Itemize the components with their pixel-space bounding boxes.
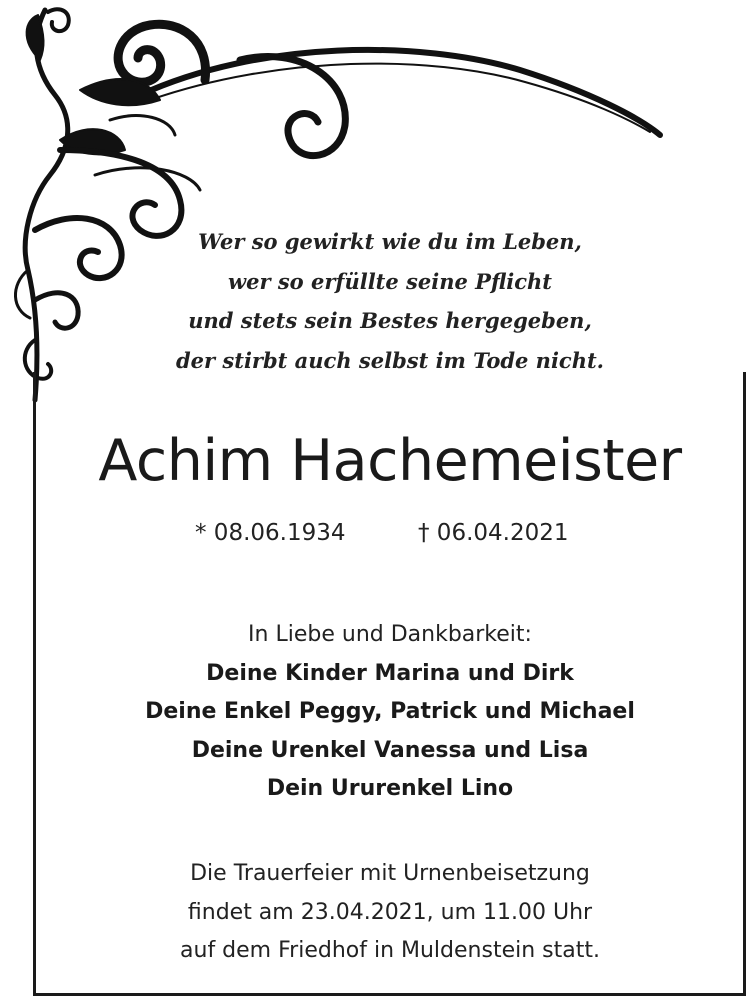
death-date: † 06.04.2021 bbox=[418, 520, 569, 546]
life-dates bbox=[0, 520, 749, 554]
mourner-line: Dein Ururenkel Lino bbox=[266, 776, 514, 801]
service-line: auf dem Friedhof in Muldenstein statt. bbox=[180, 938, 600, 963]
service-line: Die Trauerfeier mit Urnenbeisetzung bbox=[190, 861, 590, 886]
deceased-name: Achim Hachemeister bbox=[98, 428, 682, 494]
memorial-poem bbox=[150, 222, 630, 380]
poem-line: Wer so gewirkt wie du im Leben, bbox=[198, 229, 582, 254]
mourners-intro: In Liebe und Dankbarkeit: bbox=[248, 622, 532, 647]
service-line: findet am 23.04.2021, um 11.00 Uhr bbox=[187, 899, 593, 925]
poem-line: wer so erfüllte seine Pflicht bbox=[228, 268, 552, 294]
birth-date: * 08.06.1934 bbox=[195, 520, 346, 546]
funeral-service-info bbox=[40, 855, 740, 971]
mourners-section bbox=[40, 616, 740, 809]
mourner-line: Deine Kinder Marina und Dirk bbox=[206, 660, 574, 686]
poem-line: und stets sein Bestes hergegeben, bbox=[188, 308, 592, 333]
poem-line: der stirbt auch selbst im Tode nicht. bbox=[176, 347, 604, 373]
mourner-line: Deine Urenkel Vanessa und Lisa bbox=[191, 737, 589, 763]
mourner-line: Deine Enkel Peggy, Patrick und Michael bbox=[145, 699, 635, 724]
